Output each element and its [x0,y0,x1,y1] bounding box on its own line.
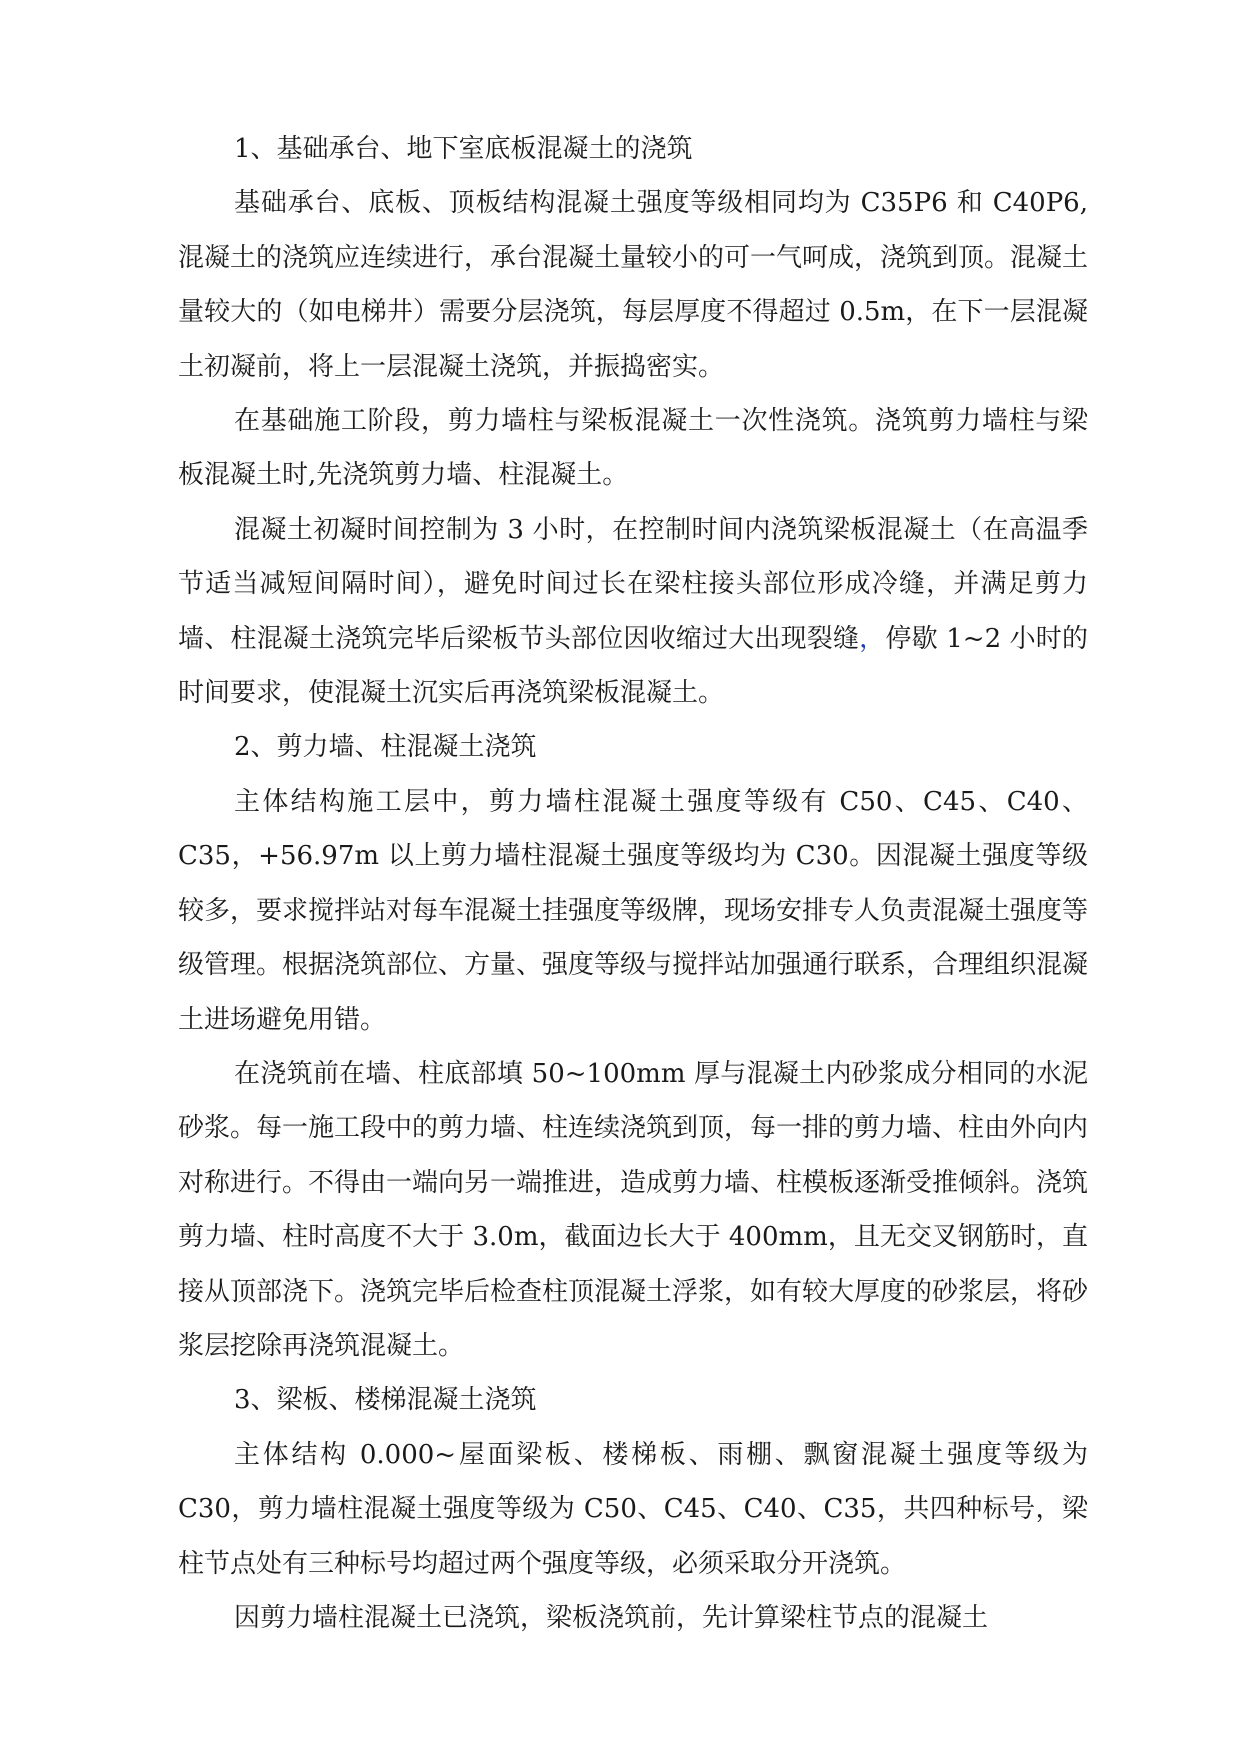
section-1-paragraph-3 [178,503,1088,721]
section-1-paragraph-3-comma: ， [859,623,886,654]
section-2-heading: 2、剪力墙、柱混凝土浇筑 [234,732,537,763]
section-3-paragraph-2: 因剪力墙柱混凝土已浇筑，梁板浇筑前，先计算梁柱节点的混凝土 [234,1602,989,1633]
section-1-paragraph-2: 在基础施工阶段，剪力墙柱与梁板混凝土一次性浇筑。浇筑剪力墙柱与梁板混凝土时,先浇筑剪力墙、柱混凝土。 [178,406,1088,491]
section-1-heading: 1、基础承台、地下室底板混凝土的浇筑 [234,134,693,164]
section-3-heading: 3、梁板、楼梯混凝土浇筑 [234,1385,537,1416]
section-1-paragraph-3-text-b: 停歇 1~2 小时的时间要求，使混凝土沉实后再浇筑梁板混凝土。 [178,623,1088,709]
section-2-paragraph-2: 在浇筑前在墙、柱底部填 50~100mm 厚与混凝土内砂浆成分相同的水泥砂浆。每一施工段中的剪力墙、柱连续浇筑到顶，每一排的剪力墙、柱由外向内对称进行。不得由一端向另一端推进，造成剪力墙、柱模板逐渐受推倾斜。浇筑剪力墙、柱时高度不大于 3.0m，截面边长大于 400mm，且无交叉钢筋时，直接从顶部浇下。浇筑完毕后检查柱顶混凝土浮浆，如有较大厚度的砂浆层，将砂浆层挖除再浇筑混凝土。 [178,1058,1089,1361]
section-2-paragraph-1: 主体结构施工层中，剪力墙柱混凝土强度等级有 C50、C45、C40、C35，+56.97m 以上剪力墙柱混凝土强度等级均为 C30。因混凝土强度等级较多，要求搅拌站对每车混凝土挂强度等级牌，现场安排专人负责混凝土强度等级管理。根据浇筑部位、方量、强度等级与搅拌站加强通行联系，合理组织混凝土进场避免用错。 [178,786,1089,1035]
section-3-paragraph-1: 主体结构 0.000~屋面梁板、楼梯板、雨棚、飘窗混凝土强度等级为 C30，剪力墙柱混凝土强度等级为 C50、C45、C40、C35，共四种标号，梁柱节点处有三种标号均超过两个强度等级，必须采取分开浇筑。 [178,1439,1088,1579]
document-body [178,122,1088,1645]
section-1-paragraph-3-text-a: 混凝土初凝时间控制为 3 小时，在控制时间内浇筑梁板混凝土（在高温季节适当减短间隔时间），避免时间过长在梁柱接头部位形成冷缝，并满足剪力墙、柱混凝土浇筑完毕后梁板节头部位因收缩过大出现裂缝 [178,514,1088,654]
section-1-paragraph-1: 基础承台、底板、顶板结构混凝土强度等级相同均为 C35P6 和 C40P6,混凝土的浇筑应连续进行，承台混凝土量较小的可一气呵成，浇筑到顶。混凝土量较大的（如电梯井）需要分层浇筑，每层厚度不得超过 0.5m，在下一层混凝土初凝前，将上一层混凝土浇筑，并振捣密实。 [178,188,1089,382]
